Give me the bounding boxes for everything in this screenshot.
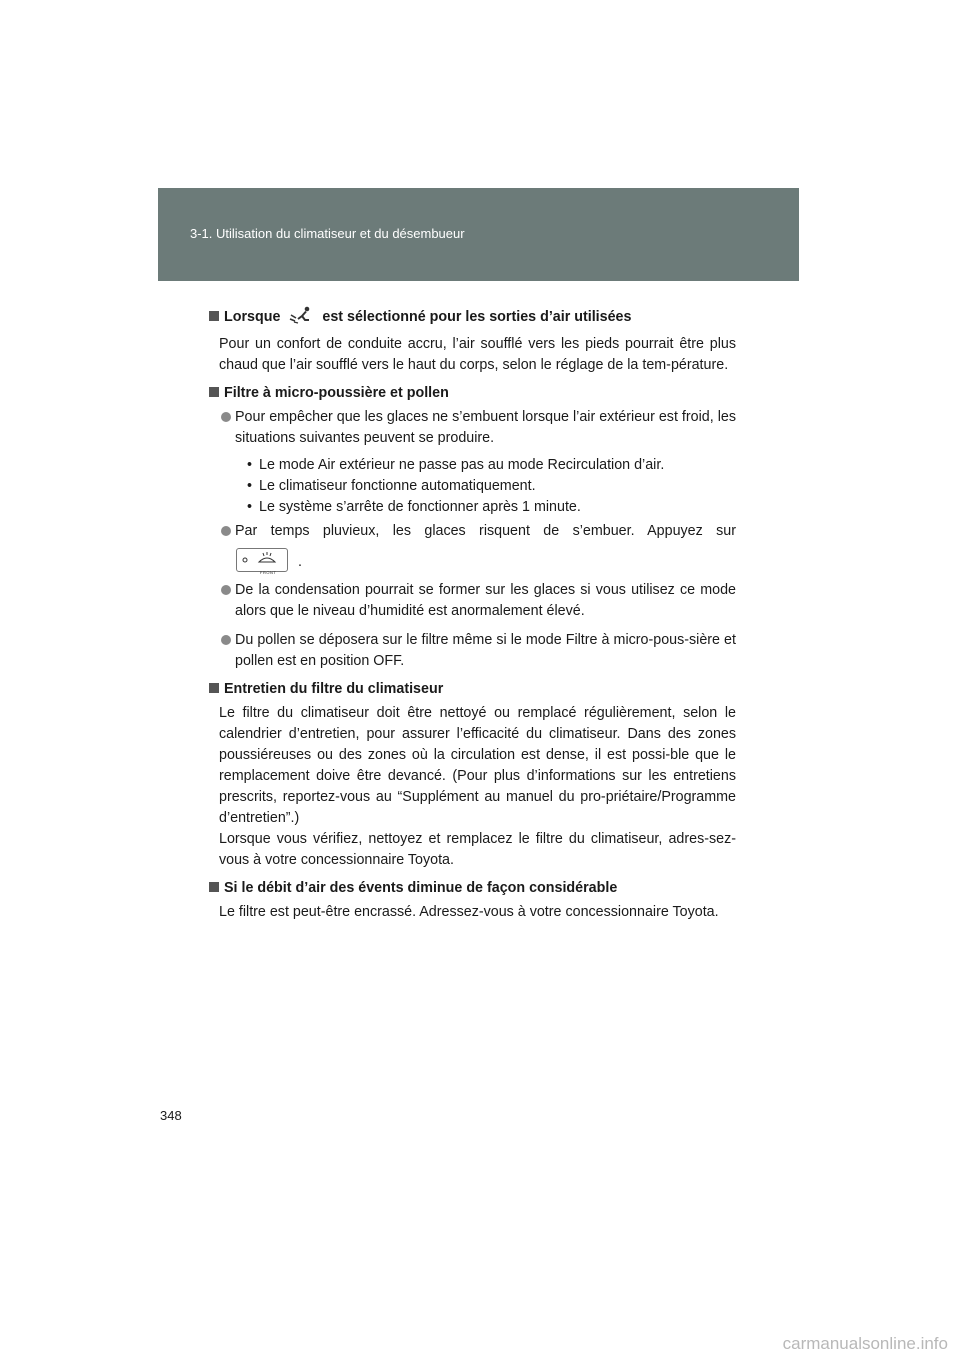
- content: [209, 306, 736, 930]
- watermark: carmanualsonline.info: [782, 1334, 948, 1353]
- filter-sub-item: • Le climatiseur fonctionne automatiquement.: [247, 478, 536, 494]
- section-feet-mode: [209, 306, 736, 376]
- round-bullet-icon: [221, 526, 231, 536]
- filter-bullet-2: Par temps pluvieux, les glaces risquent de s’embuer. Appuyez sur: [221, 521, 736, 542]
- maintenance-text-1: Le filtre du climatiseur doit être nettoyé ou remplacé régulièrement, selon le calendrier d’entretien, pour assurer l’efficacité du climatiseur. Dans des zones poussiéreuses ou des zones où la circulation est dense, il est possi-ble que le remplacement doive être devancé. (Pour plus d’informations sur les entretiens prescrits, reportez-vous au “Supplément au manuel du pro-priétaire/Programme d’entretien”.): [219, 705, 736, 826]
- section-maintenance: [209, 679, 736, 871]
- feet-mode-text: Pour un confort de conduite accru, l’air soufflé vers les pieds pourrait être plus chaud que l’air soufflé vers le haut du corps, selon le réglage de la tem-pérature.: [219, 336, 736, 373]
- airflow-text: Le filtre est peut-être encrassé. Adressez-vous à votre concessionnaire Toyota.: [219, 904, 719, 920]
- round-bullet-icon: [221, 635, 231, 645]
- section-filter: [209, 383, 736, 672]
- filter-bullet-1: Pour empêcher que les glaces ne s’embuent lorsque l’air extérieur est froid, les situations suivantes peuvent se produire.: [221, 407, 736, 449]
- header-band: [158, 188, 799, 281]
- filter-sub-item: • Le mode Air extérieur ne passe pas au mode Recirculation d’air.: [247, 457, 665, 473]
- maintenance-text-2: Lorsque vous vérifiez, nettoyez et remplacez le filtre du climatiseur, adres-sez-vous à votre concessionnaire Toyota.: [219, 831, 736, 868]
- filter-bullet-3: De la condensation pourrait se former sur les glaces si vous utilisez ce mode alors que le niveau d’humidité est anormalement élevé.: [221, 580, 736, 622]
- square-bullet-icon: [209, 882, 219, 892]
- defroster-button-row: FRONT .: [209, 548, 736, 574]
- heading-feet-mode: Lorsque est sélectionné pour les sorties d’air utilisées: [209, 306, 736, 331]
- section-title: 3-1. Utilisation du climatiseur et du désembueur: [190, 226, 465, 241]
- square-bullet-icon: [209, 311, 219, 321]
- page-number: 348: [160, 1108, 182, 1123]
- round-bullet-icon: [221, 412, 231, 422]
- heading-filter: Filtre à micro-poussière et pollen: [209, 383, 736, 404]
- heading-airflow: Si le débit d’air des évents diminue de façon considérable: [209, 878, 736, 899]
- filter-bullet-4: Du pollen se déposera sur le filtre même si le mode Filtre à micro-pous-sière et pollen est en position OFF.: [221, 630, 736, 672]
- heading-maintenance: Entretien du filtre du climatiseur: [209, 679, 736, 700]
- round-bullet-icon: [221, 585, 231, 595]
- front-defroster-button-icon: FRONT: [236, 548, 288, 572]
- square-bullet-icon: [209, 683, 219, 693]
- feet-airflow-icon: [288, 306, 314, 331]
- section-airflow: [209, 878, 736, 923]
- filter-sub-item: • Le système s’arrête de fonctionner après 1 minute.: [247, 499, 581, 515]
- square-bullet-icon: [209, 387, 219, 397]
